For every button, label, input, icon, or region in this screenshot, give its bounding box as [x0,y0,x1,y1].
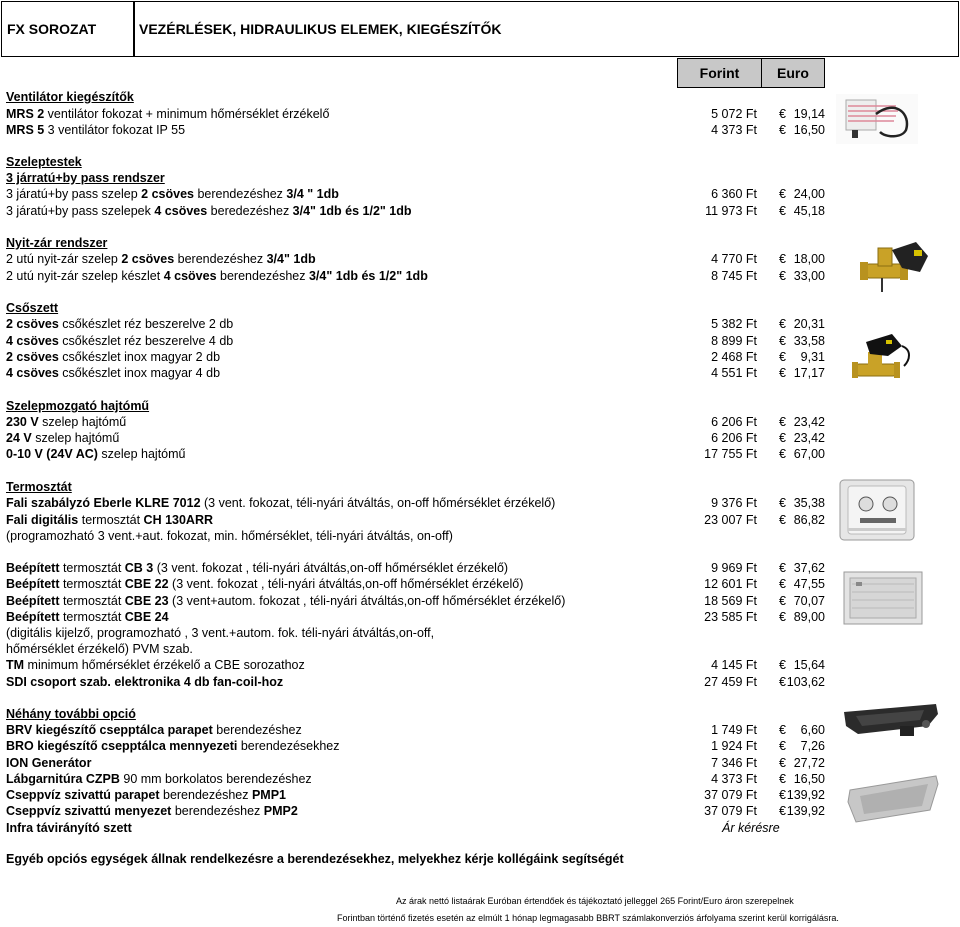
price-ft: 1 924 Ft [711,739,757,753]
built-in-thermostat-image [842,568,924,628]
item-t6: Beépített termosztát CBE 24 [6,610,169,624]
price-eur: € 139,92 [779,804,825,818]
price-eur: € 7,26 [779,739,825,753]
price-ft: 4 373 Ft [711,123,757,137]
price-ft: 6 206 Ft [711,415,757,429]
price-eur: € 23,42 [779,415,825,429]
item-h2: 24 V szelep hajtómű [6,431,120,445]
price-ft: 5 072 Ft [711,107,757,121]
item-o7: Infra távirányító szett [6,821,132,835]
price-ft: 4 373 Ft [711,772,757,786]
item-mrs5: MRS 5 3 ventilátor fokozat IP 55 [6,123,186,137]
price-ft: 5 382 Ft [711,317,757,331]
price-ft: 6 206 Ft [711,431,757,445]
price-on-request: Ár kérésre [722,821,780,835]
footer-line-2: Forintban történő fizetés esetén az elmúlt 1 hónap legmagasabb BBRT számlakonverziós árfolyama szerint kerül korrigálásra. [337,913,839,923]
price-ft: 27 459 Ft [704,675,757,689]
price-eur: € 33,58 [779,334,825,348]
item-t6-desc1: (digitális kijelző, programozható , 3 vent.+autom. fok. téli-nyári átváltás,on-off, [6,626,435,640]
price-ft: 1 749 Ft [711,723,757,737]
price-eur: € 18,00 [779,252,825,266]
price-ft: 23 585 Ft [704,610,757,624]
drip-tray-ceiling-image [846,770,942,826]
item-t3: Beépített termosztát CB 3 (3 vent. fokozat , téli-nyári átváltás,on-off hőmérséklet érzékelő) [6,561,509,575]
section-csoszett: Csőszett [6,301,59,315]
price-eur: € 17,17 [779,366,825,380]
item-h3: 0-10 V (24V AC) szelep hajtómű [6,447,186,461]
item-sz2: 3 járatú+by pass szelepek 4 csöves beredezéshez 3/4" 1db és 1/2" 1db [6,204,412,218]
price-eur: € 45,18 [779,204,825,218]
price-eur: € 16,50 [779,772,825,786]
price-ft: 18 569 Ft [704,594,757,608]
price-eur: € 33,00 [779,269,825,283]
euro-column-header: Euro [761,58,825,88]
price-ft: 17 755 Ft [704,447,757,461]
price-ft: 4 145 Ft [711,658,757,672]
price-eur: € 37,62 [779,561,825,575]
item-o5: Cseppvíz szivattú parapet berendezéshez PMP1 [6,788,286,802]
price-ft: 23 007 Ft [704,513,757,527]
price-eur: € 23,42 [779,431,825,445]
price-eur: € 6,60 [779,723,825,737]
item-t1: Fali szabályzó Eberle KLRE 7012 (3 vent. fokozat, téli-nyári átváltás, on-off hőmérséklet érzékelő) [6,496,556,510]
price-eur: € 24,00 [779,187,825,201]
item-ny1: 2 utú nyit-zár szelep 2 csöves berendezéshez 3/4" 1db [6,252,316,266]
item-cs2: 4 csöves csőkészlet réz beszerelve 4 db [6,334,234,348]
forint-column-header: Forint [677,58,762,88]
zone-valve-image [858,238,932,296]
item-cs1: 2 csöves csőkészlet réz beszerelve 2 db [6,317,234,331]
price-ft: 4 770 Ft [711,252,757,266]
drip-tray-image [838,696,942,744]
price-ft: 7 346 Ft [711,756,757,770]
item-t7: TM minimum hőmérséklet érzékelő a CBE sorozathoz [6,658,305,672]
item-sz1: 3 járatú+by pass szelep 2 csöves berendezéshez 3/4 " 1db [6,187,339,201]
price-eur: € 16,50 [779,123,825,137]
price-eur: € 27,72 [779,756,825,770]
section-jarratu: 3 járratú+by pass rendszer [6,171,165,185]
item-cs4: 4 csöves csőkészlet inox magyar 4 db [6,366,221,380]
price-eur: € 89,00 [779,610,825,624]
price-eur: € 9,31 [779,350,825,364]
price-ft: 6 360 Ft [711,187,757,201]
wall-thermostat-image [838,478,916,542]
price-eur: € 103,62 [779,675,825,689]
item-o6: Cseppvíz szivattú menyezet berendezéshez PMP2 [6,804,298,818]
item-t5: Beépített termosztát CBE 23 (3 vent+autom. fokozat , téli-nyári átváltás,on-off hőmérséklet érzékelő) [6,594,566,608]
section-opcio: Néhány további opció [6,707,136,721]
item-o1: BRV kiegészítő csepptálca parapet berendezéshez [6,723,302,737]
price-ft: 8 745 Ft [711,269,757,283]
item-h1: 230 V szelep hajtómű [6,415,127,429]
item-ny2: 2 utú nyit-zár szelep készlet 4 csöves berendezéshez 3/4" 1db és 1/2" 1db [6,269,428,283]
item-t6-desc2: hőmérséklet érzékelő) PVM szab. [6,642,193,656]
section-termosztat: Termosztát [6,480,72,494]
item-t8: SDI csoport szab. elektronika 4 db fan-coil-hoz [6,675,284,689]
item-o4: Lábgarnitúra CZPB 90 mm borkolatos berendezéshez [6,772,312,786]
price-ft: 9 376 Ft [711,496,757,510]
footer-line-1: Az árak nettó listaárak Euróban értendőek és tájékoztató jelleggel 265 Forint/Euro áron szerepelnek [396,896,794,906]
title-header [133,1,959,57]
price-eur: € 15,64 [779,658,825,672]
item-mrs2: MRS 2 ventilátor fokozat + minimum hőmérséklet érzékelő [6,107,330,121]
item-t2: Fali digitális termosztát CH 130ARR [6,513,214,527]
price-eur: € 47,55 [779,577,825,591]
price-eur: € 139,92 [779,788,825,802]
series-label: FX SOROZAT [7,21,97,37]
page-title: VEZÉRLÉSEK, HIDRAULIKUS ELEMEK, KIEGÉSZÍTŐK [139,21,502,37]
price-eur: € 86,82 [779,513,825,527]
item-t4: Beépített termosztát CBE 22 (3 vent. fokozat , téli-nyári átváltás,on-off hőmérséklet érzékelő) [6,577,524,591]
item-cs3: 2 csöves csőkészlet inox magyar 2 db [6,350,221,364]
price-eur: € 70,07 [779,594,825,608]
price-ft: 4 551 Ft [711,366,757,380]
price-eur: € 20,31 [779,317,825,331]
section-szelepmozgato: Szelepmozgató hajtómű [6,399,150,413]
item-o3: ION Generátor [6,756,92,770]
section-nyitzar: Nyit-zár rendszer [6,236,108,250]
item-t2-desc: (programozható 3 vent.+aut. fokozat, min. hőmérséklet, téli-nyári átváltás, on-off) [6,529,453,543]
options-note: Egyéb opciós egységek állnak rendelkezésre a berendezésekhez, melyekhez kérje kollégáink segítségét [6,852,624,866]
price-ft: 8 899 Ft [711,334,757,348]
actuator-valve-image [852,330,914,386]
price-eur: € 35,38 [779,496,825,510]
price-ft: 11 973 Ft [705,204,757,218]
section-ventilator: Ventilátor kiegészítők [6,90,134,104]
price-eur: € 19,14 [779,107,825,121]
price-ft: 12 601 Ft [704,577,757,591]
price-eur: € 67,00 [779,447,825,461]
price-ft: 2 468 Ft [711,350,757,364]
price-ft: 37 079 Ft [704,788,757,802]
price-ft: 37 079 Ft [704,804,757,818]
item-o2: BRO kiegészítő csepptálca mennyezeti berendezésekhez [6,739,340,753]
price-ft: 9 969 Ft [711,561,757,575]
sensor-cable-image [836,94,918,144]
series-header [1,1,135,57]
section-szeleptestek: Szeleptestek [6,155,82,169]
